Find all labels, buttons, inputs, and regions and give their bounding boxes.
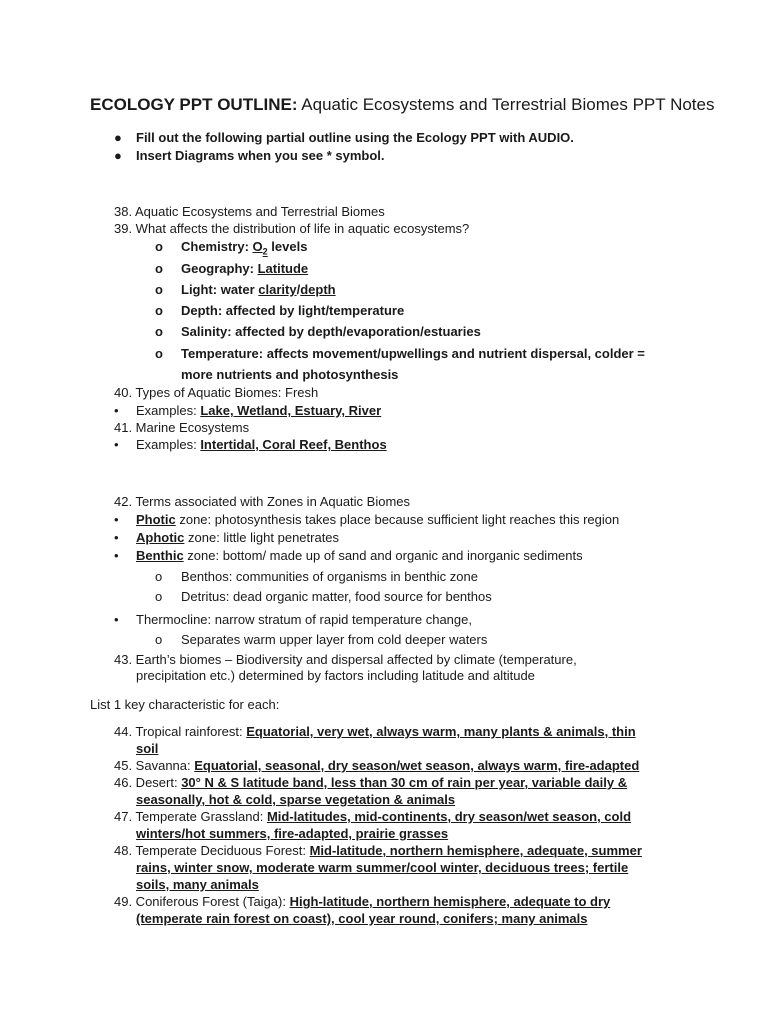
biome-49 <box>114 893 610 910</box>
section-42: 42. Terms associated with Zones in Aquatic Biomes <box>114 494 411 509</box>
factor-geography <box>155 260 308 277</box>
zone-benthic <box>114 547 583 564</box>
biome-49-cont: (temperate rain forest on coast), cool year round, conifers; many animals <box>136 911 588 926</box>
biome-48 <box>114 842 642 859</box>
factor-label: levels <box>267 239 308 254</box>
zone-term: Benthic <box>136 548 184 563</box>
factor-value: O <box>252 239 263 254</box>
biome-48-cont: rains, winter snow, moderate warm summer/cool winter, deciduous trees; fertile <box>136 860 629 875</box>
zone-desc: Thermocline: narrow stratum of rapid temperature change, <box>136 612 472 627</box>
biome-47-cont: winters/hot summers, fire-adapted, prairie grasses <box>136 826 449 841</box>
examples-value: Lake, Wetland, Estuary, River <box>200 403 382 418</box>
factor-text: Temperature: affects movement/upwellings and nutrient dispersal, colder = <box>181 346 645 361</box>
section-41: 41. Marine Ecosystems <box>114 420 250 435</box>
bullet-marker: ● <box>114 148 122 163</box>
factor-value: clarity <box>258 282 297 297</box>
o-marker: o <box>155 303 163 318</box>
factor-value: Latitude <box>257 261 309 276</box>
factor-chemistry <box>155 238 307 261</box>
examples-value: Intertidal, Coral Reef, Benthos <box>200 437 387 452</box>
zone-aphotic <box>114 529 339 546</box>
biome-answer: Mid-latitude, northern hemisphere, adequate, summer <box>309 843 642 858</box>
zone-desc: zone: little light penetrates <box>184 530 340 545</box>
biome-48-cont2: soils, many animals <box>136 877 259 892</box>
section-38: 38. Aquatic Ecosystems and Terrestrial Biomes <box>114 204 385 219</box>
bullet-marker: ● <box>114 130 122 145</box>
subscript: 2 <box>262 246 268 257</box>
biome-answer: Equatorial, seasonal, dry season/wet season, always warm, fire-adapted <box>194 758 640 773</box>
factor-light <box>155 281 336 298</box>
biome-45 <box>114 757 639 774</box>
section-40: 40. Types of Aquatic Biomes: Fresh <box>114 385 319 400</box>
biome-label: 49. Coniferous Forest (Taiga): <box>114 894 290 909</box>
zone-desc: zone: bottom/ made up of sand and organic and inorganic sediments <box>183 548 583 563</box>
biome-47 <box>114 808 631 825</box>
instruction-text: Fill out the following partial outline using the Ecology PPT with AUDIO. <box>136 130 574 145</box>
o-marker: o <box>155 569 163 584</box>
biome-answer: Mid-latitudes, mid-continents, dry season/wet season, cold <box>266 809 632 824</box>
o-marker: o <box>155 346 163 361</box>
o-marker: o <box>155 239 163 254</box>
factor-value: depth <box>300 282 336 297</box>
biome-44-cont: soil <box>136 741 159 756</box>
factor-salinity <box>155 323 481 340</box>
biome-answer: Equatorial, very wet, always warm, many plants & animals, thin <box>246 724 636 739</box>
bullet-marker: • <box>114 403 119 418</box>
bullet-marker: • <box>114 512 119 527</box>
bullet-marker: • <box>114 548 119 563</box>
instruction-1 <box>114 129 574 146</box>
section-39: 39. What affects the distribution of life in aquatic ecosystems? <box>114 221 470 236</box>
bullet-marker: • <box>114 530 119 545</box>
document-title <box>90 95 714 115</box>
zone-detritus <box>155 588 492 605</box>
section-43-cont: precipitation etc.) determined by factors including latitude and altitude <box>136 668 535 683</box>
zone-term: Aphotic <box>136 530 185 545</box>
examples-label: Examples: <box>136 403 201 418</box>
o-marker: o <box>155 261 163 276</box>
zone-desc: Separates warm upper layer from cold deeper waters <box>181 632 488 647</box>
biome-44 <box>114 723 636 740</box>
zone-term: Photic <box>136 512 176 527</box>
biome-label: 46. Desert: <box>114 775 182 790</box>
factor-label: Light: water <box>181 282 259 297</box>
title-prefix: ECOLOGY PPT OUTLINE: <box>90 95 298 114</box>
zone-thermocline <box>114 611 472 628</box>
instruction-text: Insert Diagrams when you see * symbol. <box>136 148 385 163</box>
biome-label: 47. Temperate Grassland: <box>114 809 267 824</box>
biome-label: 44. Tropical rainforest: <box>114 724 247 739</box>
biome-label: 48. Temperate Deciduous Forest: <box>114 843 310 858</box>
o-marker: o <box>155 589 163 604</box>
section-43: 43. Earth’s biomes – Biodiversity and dispersal affected by climate (temperature, <box>114 652 577 667</box>
bullet-marker: • <box>114 437 119 452</box>
zone-benthos <box>155 568 478 585</box>
zone-photic <box>114 511 619 528</box>
factor-label: Geography: <box>181 261 258 276</box>
list-intro: List 1 key characteristic for each: <box>90 697 280 712</box>
biome-46 <box>114 774 627 791</box>
zone-separates <box>155 631 487 648</box>
zone-desc: Detritus: dead organic matter, food source for benthos <box>181 589 492 604</box>
o-marker: o <box>155 282 163 297</box>
biome-answer: 30° N & S latitude band, less than 30 cm of rain per year, variable daily & <box>181 775 628 790</box>
biome-label: 45. Savanna: <box>114 758 195 773</box>
o-marker: o <box>155 324 163 339</box>
factor-label: Chemistry: <box>181 239 253 254</box>
factor-text: Depth: affected by light/temperature <box>181 303 405 318</box>
biome-46-cont: seasonally, hot & cold, sparse vegetation & animals <box>136 792 456 807</box>
examples-label: Examples: <box>136 437 201 452</box>
fresh-examples <box>114 402 381 419</box>
bullet-marker: • <box>114 612 119 627</box>
factor-label: / <box>296 282 301 297</box>
title-rest: Aquatic Ecosystems and Terrestrial Biomes PPT Notes <box>297 95 715 114</box>
zone-desc: Benthos: communities of organisms in benthic zone <box>181 569 478 584</box>
zone-desc: zone: photosynthesis takes place because sufficient light reaches this region <box>175 512 620 527</box>
factor-temperature-cont: more nutrients and photosynthesis <box>181 367 399 382</box>
factor-depth <box>155 302 404 319</box>
biome-answer: High-latitude, northern hemisphere, adequate to dry <box>289 894 611 909</box>
o-marker: o <box>155 632 163 647</box>
marine-examples <box>114 436 387 453</box>
factor-text: Salinity: affected by depth/evaporation/estuaries <box>181 324 481 339</box>
instruction-2 <box>114 147 385 164</box>
factor-temperature <box>155 345 645 362</box>
